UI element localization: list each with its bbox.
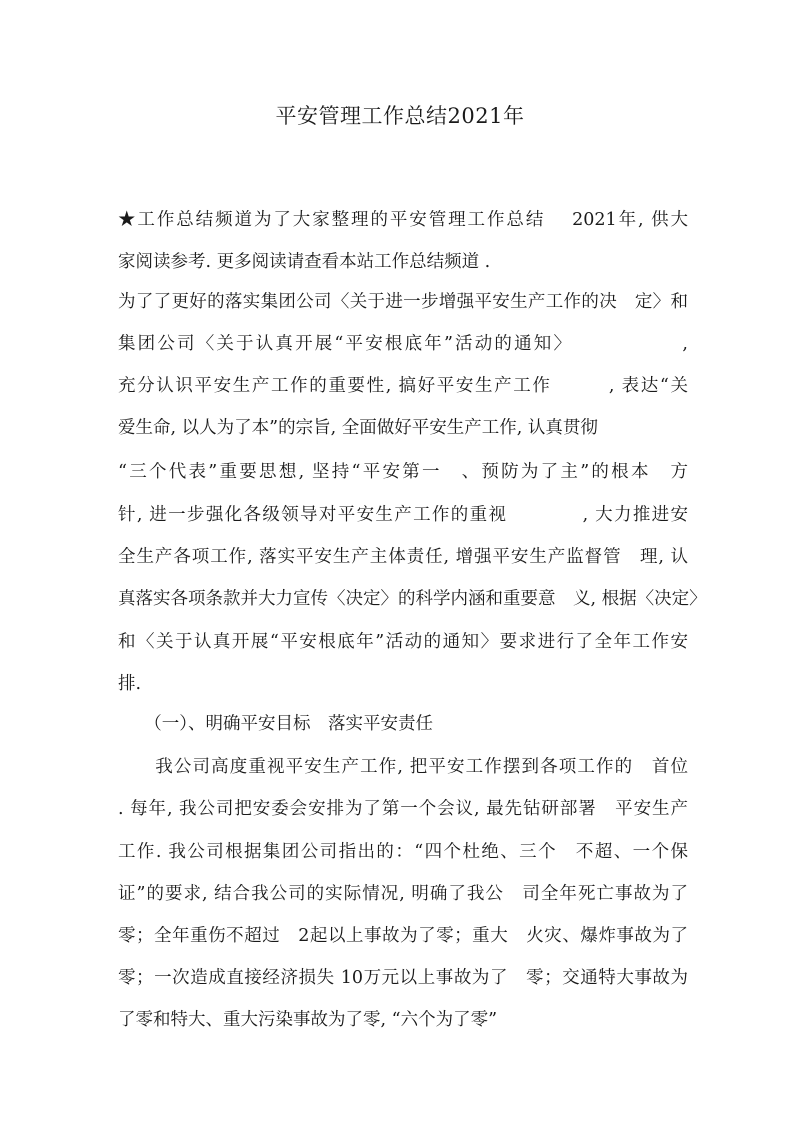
paragraph-line: . 每年, 我公司把安委会安排为了第一个会议, 最先钻研部署 平安生产 [118, 799, 688, 819]
paragraph-line: 和〈关于认真开展“平安根底年”活动的通知〉要求进行了全年工作安 [118, 632, 688, 652]
paragraph-line: 集团公司〈关于认真开展“平安根底年”活动的通知〉 , [118, 334, 688, 354]
paragraph-line: 排. [118, 674, 142, 694]
paragraph-line: 真落实各项条款并大力宣传〈决定〉的科学内涵和重要意 义, 根据〈决定〉 [118, 589, 707, 609]
document-title: 平安管理工作总结2021年 [275, 104, 525, 128]
paragraph-line: 了零和特大、重大污染事故为了零, “六个为了零” [118, 1010, 498, 1030]
paragraph-line: 零；一次造成直接经济损失 10万元以上事故为了 零；交通特大事故为 [118, 968, 688, 988]
paragraph-line: 爱生命, 以人为了本”的宗旨, 全面做好平安生产工作, 认真贯彻 [118, 418, 598, 438]
paragraph-line: 零；全年重伤不超过 2起以上事故为了零；重大 火灾、爆炸事故为了 [118, 926, 688, 946]
paragraph-line: 全生产各项工作, 落实平安生产主体责任, 增强平安生产监督管 理, 认 [118, 547, 688, 567]
section-heading: （一）、明确平安目标 落实平安责任 [118, 714, 433, 734]
paragraph-line: 针, 进一步强化各级领导对平安生产工作的重视 , 大力推进安 [118, 505, 688, 525]
paragraph-line: 我公司高度重视平安生产工作, 把平安工作摆到各项工作的 首位 [118, 757, 688, 777]
paragraph-line: 为了了更好的落实集团公司〈关于进一步增强平安生产工作的决 定〉和 [118, 292, 688, 312]
paragraph-line: 家阅读参考. 更多阅读请查看本站工作总结频道 . [118, 252, 491, 272]
paragraph-line: “三个代表”重要思想, 坚持“平安第一 、预防为了主”的根本 方 [118, 462, 688, 482]
paragraph-line: 充分认识平安生产工作的重要性, 搞好平安生产工作 , 表达“关 [118, 376, 688, 396]
paragraph-line: ★工作总结频道为了大家整理的平安管理工作总结 2021年, 供大 [118, 210, 688, 230]
paragraph-line: 证”的要求, 结合我公司的实际情况, 明确了我公 司全年死亡事故为了 [118, 884, 688, 904]
paragraph-line: 工作. 我公司根据集团公司指出的：“四个杜绝、三个 不超、一个保 [118, 842, 688, 862]
